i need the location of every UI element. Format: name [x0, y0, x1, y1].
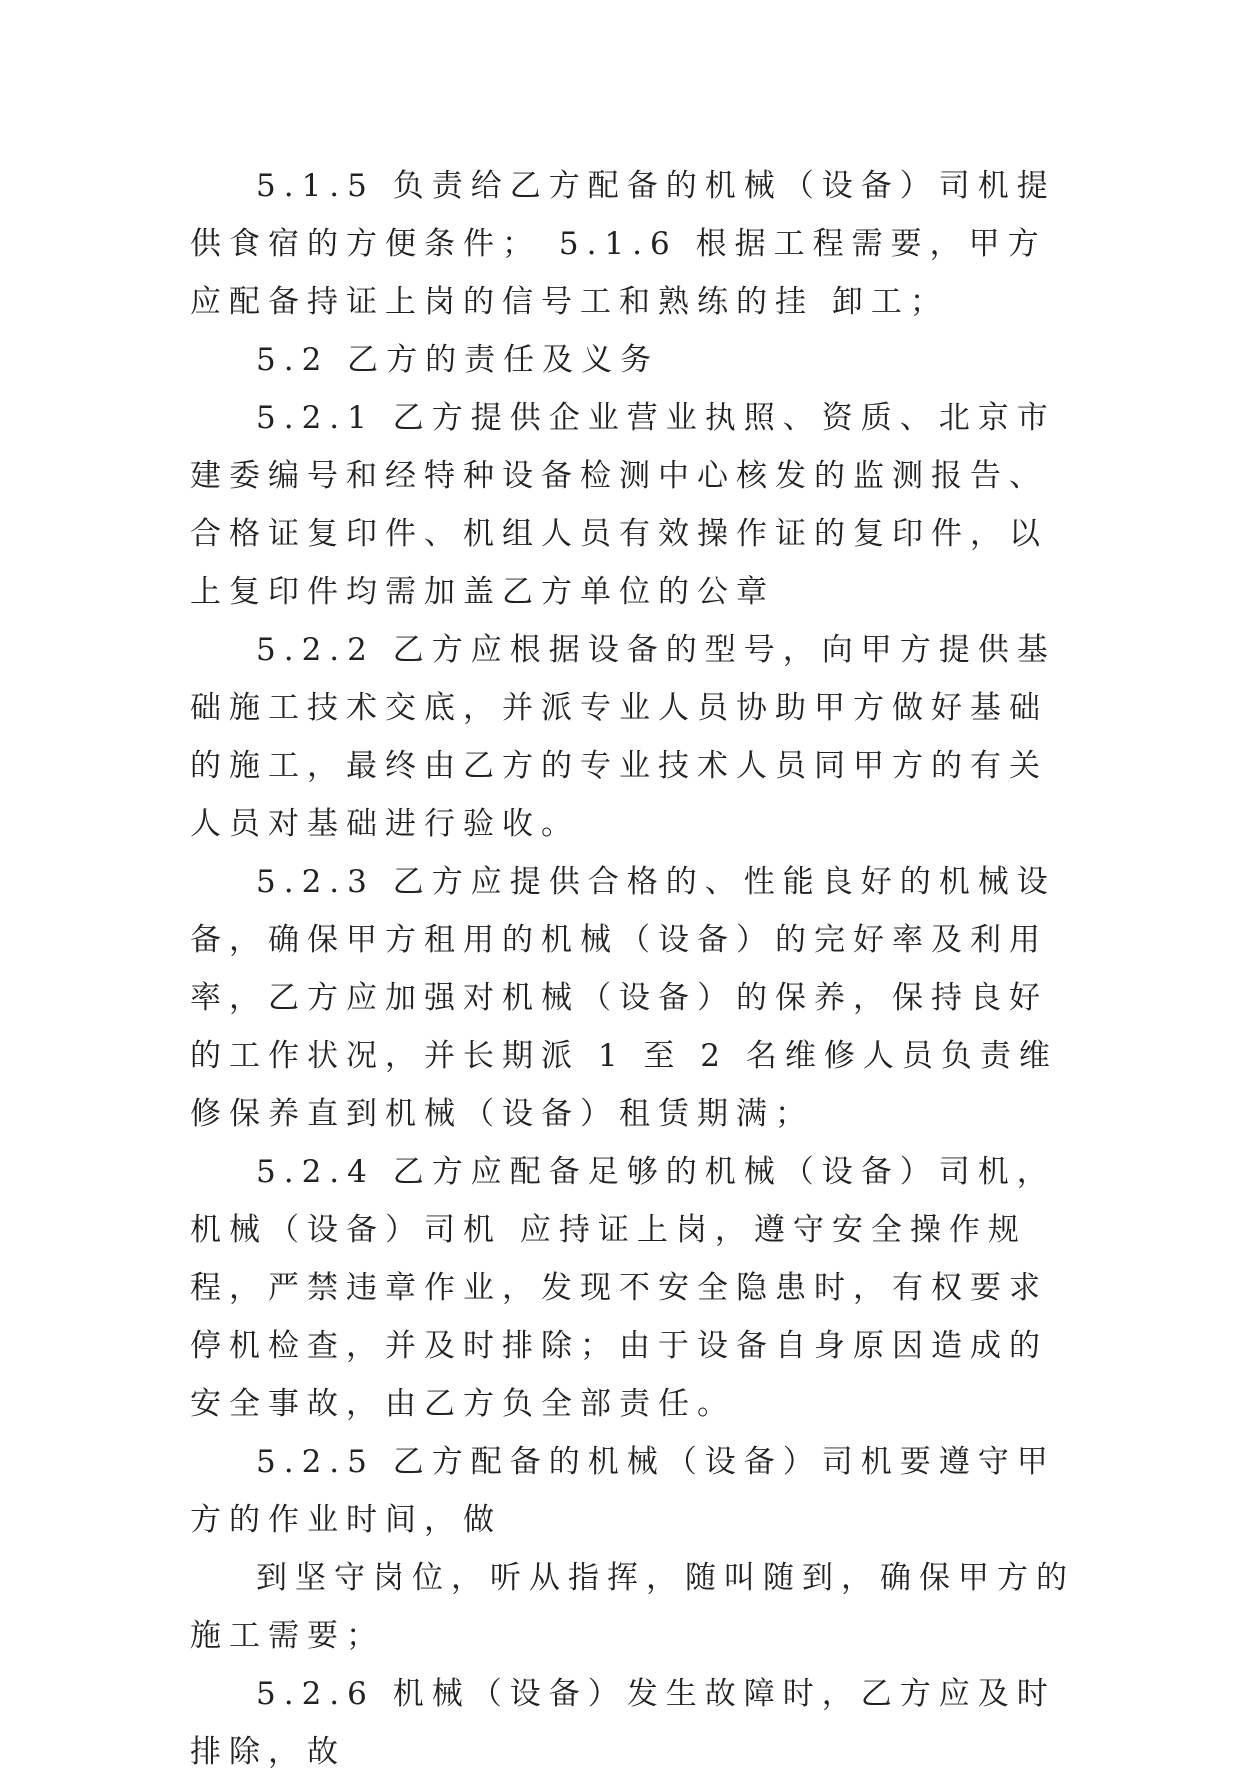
paragraph-5-2-5: 5.2.5 乙方配备的机械（设备）司机要遵守甲方的作业时间，做	[190, 1444, 1056, 1538]
document-body	[190, 157, 1080, 1781]
paragraph-5-2-3: 5.2.3 乙方应提供合格的、性能良好的机械设备，确保甲方租用的机械（设备）的完好率及利用率，乙方应加强对机械（设备）的保养，保持良好的工作状况，并长期派 1 至 2 名维修人员负责维修保养直到机械（设备）租赁期满；	[190, 864, 1058, 1132]
paragraph-5-2-6: 5.2.6 机械（设备）发生故障时，乙方应及时排除，故	[190, 1676, 1056, 1770]
paragraph-5-2-5-continued: 到坚守岗位，听从指挥，随叫随到，确保甲方的施工需要；	[190, 1560, 1075, 1654]
paragraph-5-2-2: 5.2.2 乙方应根据设备的型号，向甲方提供基础施工技术交底，并派专业人员协助甲方做好基础的施工，最终由乙方的专业技术人员同甲方的有关人员对基础进行验收。	[190, 632, 1056, 842]
paragraph-5-1-5: 5.1.5 负责给乙方配备的机械（设备）司机提供食宿的方便条件； 5.1.6 根据工程需要，甲方应配备持证上岗的信号工和熟练的挂 卸工；	[190, 168, 1056, 320]
paragraph-5-2-4: 5.2.4 乙方应配备足够的机械（设备）司机，机械（设备）司机 应持证上岗，遵守安全操作规程，严禁违章作业，发现不安全隐患时，有权要求停机检查，并及时排除；由于设备自身原因造成的安全事故，由乙方负全部责任。	[190, 1154, 1056, 1422]
section-heading-5-2: 5.2 乙方的责任及义务	[256, 342, 660, 378]
paragraph-5-2-1: 5.2.1 乙方提供企业营业执照、资质、北京市建委编号和经特种设备检测中心核发的监测报告、合格证复印件、机组人员有效操作证的复印件，以上复印件均需加盖乙方单位的公章	[190, 400, 1056, 610]
